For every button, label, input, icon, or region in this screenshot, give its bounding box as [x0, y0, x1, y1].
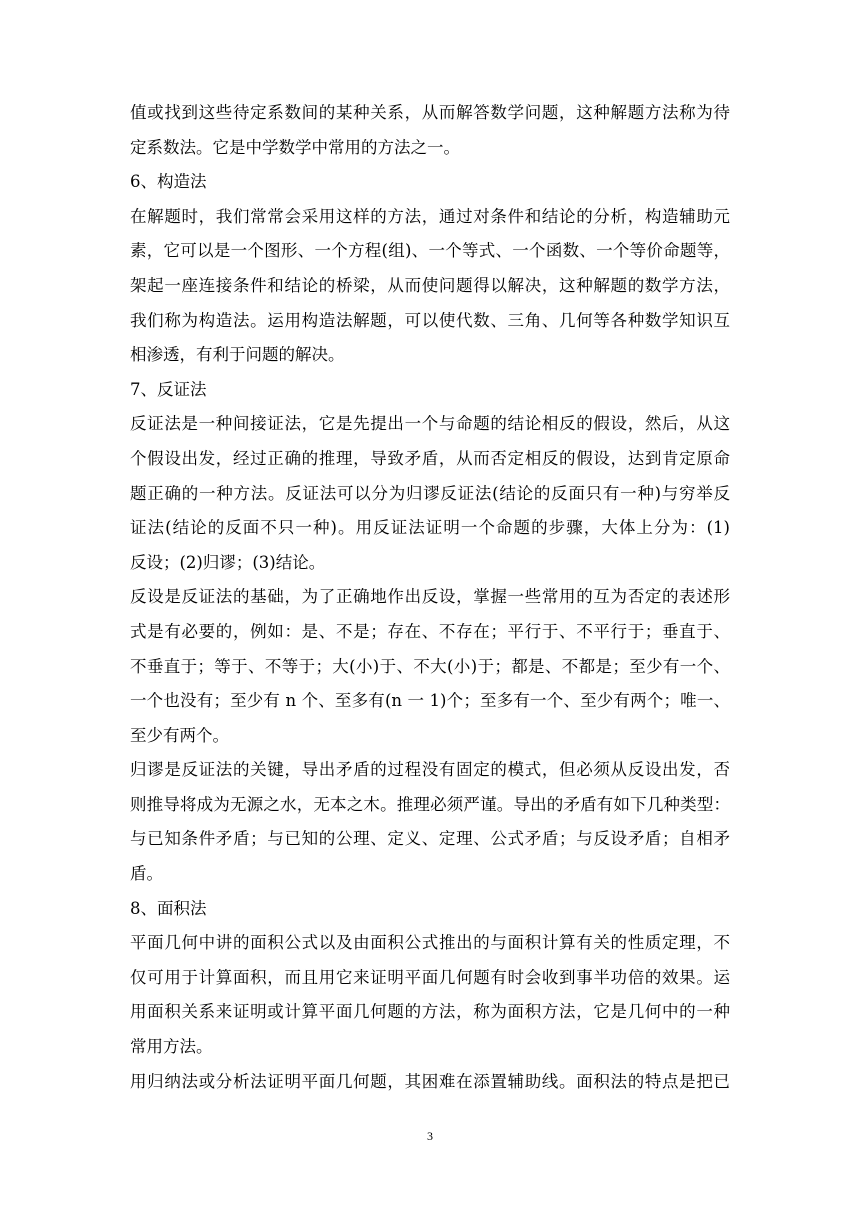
text-line: 反设是反证法的基础，为了正确地作出反设，掌握一些常用的互为否定的表述形 — [130, 587, 730, 607]
text-line: 不垂直于；等于、不等于；大(小)于、不大(小)于；都是、不都是；至少有一个、 — [130, 656, 730, 676]
text-line: 盾。 — [130, 864, 163, 884]
text-line: 与已知条件矛盾；与已知的公理、定义、定理、公式矛盾；与反设矛盾；自相矛 — [130, 829, 730, 849]
text-line: 架起一座连接条件和结论的桥梁，从而使问题得以解决，这种解题的数学方法， — [130, 275, 730, 295]
text-line: 素，它可以是一个图形、一个方程(组)、一个等式、一个函数、一个等价命题等， — [130, 241, 730, 261]
text-line: 值或找到这些待定系数间的某种关系，从而解答数学问题，这种解题方法称为待 — [130, 103, 730, 122]
page-number: 3 — [427, 1129, 433, 1143]
text-line: 用面积关系来证明或计算平面几何题的方法，称为面积方法，它是几何中的一种 — [130, 1002, 730, 1022]
text-line: 反证法是一种间接证法，它是先提出一个与命题的结论相反的假设，然后，从这 — [130, 414, 730, 434]
text-line: 题正确的一种方法。反证法可以分为归谬反证法(结论的反面只有一种)与穷举反 — [130, 483, 730, 503]
text-line: 一个也没有；至少有 n 个、至多有(n 一 1)个；至多有一个、至少有两个；唯一、 — [130, 691, 730, 711]
text-line: 证法(结论的反面不只一种)。用反证法证明一个命题的步骤，大体上分为：(1) — [130, 518, 730, 538]
text-line: 相渗透，有利于问题的解决。 — [130, 345, 345, 365]
text-line: 反设；(2)归谬；(3)结论。 — [130, 552, 326, 572]
text-line: 平面几何中讲的面积公式以及由面积公式推出的与面积计算有关的性质定理，不 — [130, 933, 730, 953]
text-line: 在解题时，我们常常会采用这样的方法，通过对条件和结论的分析，构造辅助元 — [130, 206, 730, 226]
text-line: 至少有两个。 — [130, 725, 229, 745]
text-line: 个假设出发，经过正确的推理，导致矛盾，从而否定相反的假设，达到肯定原命 — [130, 448, 730, 468]
text-line: 常用方法。 — [130, 1037, 213, 1057]
section-heading: 7、反证法 — [130, 379, 207, 399]
text-line: 用归纳法或分析法证明平面几何题，其困难在添置辅助线。面积法的特点是把已 — [130, 1071, 730, 1091]
text-line: 归谬是反证法的关键，导出矛盾的过程没有固定的模式，但必须从反设出发，否 — [130, 760, 730, 780]
text-line: 则推导将成为无源之水，无本之木。推理必须严谨。导出的矛盾有如下几种类型： — [130, 794, 730, 814]
body-text — [130, 96, 730, 1099]
text-line: 定系数法。它是中学数学中常用的方法之一。 — [130, 137, 460, 157]
text-line: 我们称为构造法。运用构造法解题，可以使代数、三角、几何等各种数学知识互 — [130, 310, 730, 330]
text-line: 式是有必要的，例如：是、不是；存在、不存在；平行于、不平行于；垂直于、 — [130, 621, 730, 641]
text-line: 仅可用于计算面积，而且用它来证明平面几何题有时会收到事半功倍的效果。运 — [130, 967, 730, 987]
section-heading: 8、面积法 — [130, 898, 207, 918]
section-heading: 6、构造法 — [130, 172, 207, 192]
